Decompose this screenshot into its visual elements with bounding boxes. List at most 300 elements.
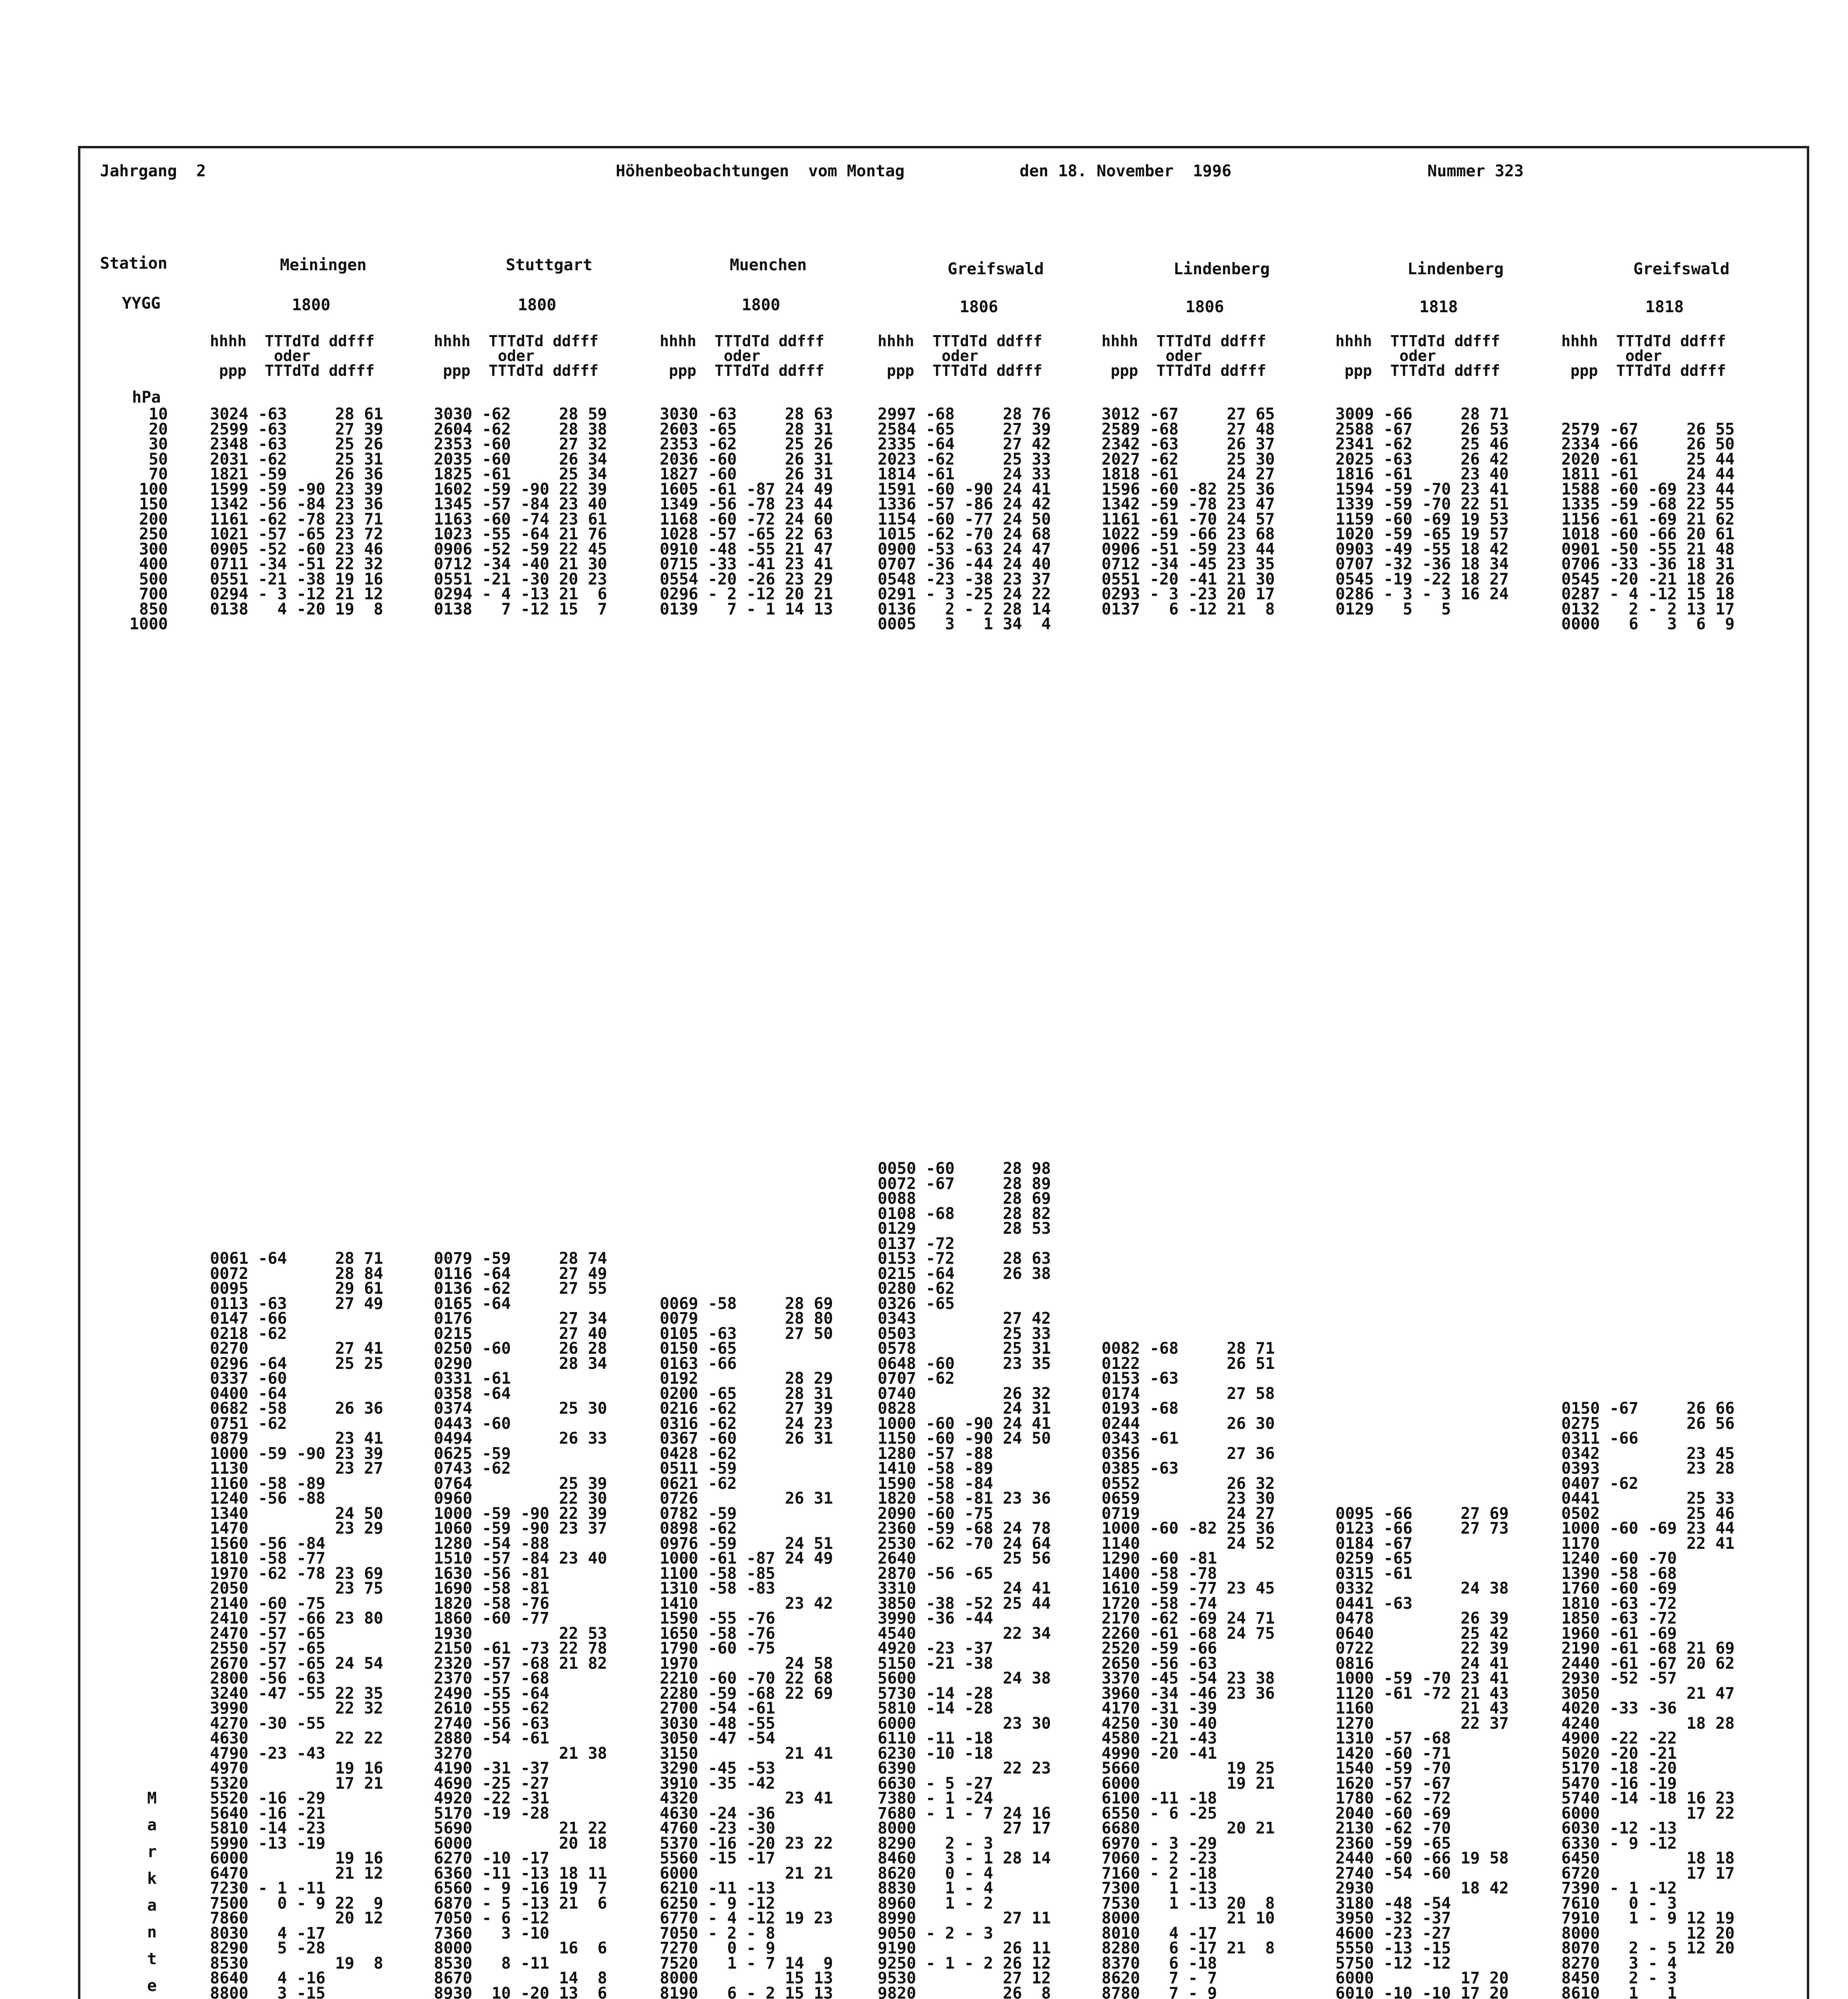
standard-levels — [1561, 407, 1777, 632]
sig-row: 2140 -60 -75 — [210, 1596, 325, 1611]
sig-row: 4600 -23 -27 — [1335, 1926, 1451, 1941]
sig-row: 1160 -58 -89 — [210, 1476, 325, 1491]
sig-row: 1690 -58 -81 — [434, 1581, 549, 1596]
sig-row: 4920 -23 -37 — [878, 1641, 993, 1656]
pressure-level: 70 — [148, 465, 168, 483]
sig-row: 1650 -58 -76 — [660, 1626, 775, 1641]
sig-row: 0659 23 30 — [1102, 1491, 1275, 1506]
sig-row: 0079 28 80 — [660, 1311, 833, 1327]
sig-row: 0174 27 58 — [1102, 1386, 1275, 1401]
sig-row: 6270 -10 -17 — [434, 1851, 549, 1866]
sig-row: 1000 -61 -87 24 49 — [660, 1551, 833, 1566]
level-row: 3009 -66 28 71 — [1335, 407, 1509, 422]
level-row — [1561, 407, 1777, 422]
markante-letter: M — [147, 1789, 157, 1807]
upper-significant-points — [878, 1161, 1094, 1251]
sig-row: 1120 -61 -72 21 43 — [1335, 1686, 1509, 1701]
level-row: 1020 -59 -65 19 57 — [1335, 527, 1509, 542]
sig-row: 2550 -57 -65 — [210, 1641, 325, 1656]
sig-row: 6720 17 17 — [1561, 1866, 1735, 1881]
level-row: 1814 -61 24 33 — [878, 467, 1051, 482]
sig-row — [1335, 1371, 1551, 1387]
sig-row — [1335, 1416, 1551, 1432]
sig-row: 0816 24 41 — [1335, 1656, 1509, 1671]
level-row: 0551 -20 -41 21 30 — [1102, 572, 1275, 587]
level-row: 0000 6 3 6 9 — [1561, 617, 1735, 632]
sig-row: 2670 -57 -65 24 54 — [210, 1656, 383, 1671]
pressure-level: 250 — [139, 525, 168, 543]
sig-row: 8280 6 -17 21 8 — [1102, 1941, 1275, 1956]
column-header-row3: ppp TTTdTd ddfff — [660, 362, 824, 379]
sig-row: 0960 22 30 — [434, 1491, 607, 1506]
sig-row: 7050 - 6 -12 — [434, 1911, 549, 1926]
sig-row: 8610 1 1 — [1561, 1986, 1677, 1999]
sig-row: 1630 -56 -81 — [434, 1566, 549, 1581]
sig-row: 2210 -60 -70 22 68 — [660, 1671, 833, 1686]
sig-row — [1561, 1311, 1777, 1327]
sig-row — [1335, 1267, 1551, 1282]
sig-row: 6100 -11 -18 — [1102, 1791, 1217, 1806]
sig-row: 7520 1 - 7 14 9 — [660, 1956, 833, 1971]
sig-row: 1540 -59 -70 — [1335, 1761, 1451, 1776]
sig-row: 7230 - 1 -11 — [210, 1881, 325, 1896]
level-row: 0136 2 - 2 28 14 — [878, 602, 1051, 617]
level-row: 0715 -33 -41 23 41 — [660, 557, 833, 572]
level-row: 2353 -60 27 32 — [434, 437, 607, 452]
standard-levels — [1102, 407, 1317, 632]
sig-row: 0275 26 56 — [1561, 1416, 1735, 1431]
sig-row: 0050 -60 28 98 — [878, 1161, 1051, 1177]
sig-row — [1335, 1251, 1551, 1267]
sig-row: 4630 -24 -36 — [660, 1806, 775, 1821]
level-row: 0706 -33 -36 18 31 — [1561, 557, 1735, 572]
sig-row: 0428 -62 — [660, 1446, 737, 1461]
level-row: 0712 -34 -40 21 30 — [434, 557, 607, 572]
sig-row: 3990 -36 -44 — [878, 1611, 993, 1626]
sig-row: 1410 -58 -89 — [878, 1461, 993, 1476]
sig-row: 3050 21 47 — [1561, 1686, 1735, 1701]
sig-row: 5740 -14 -18 16 23 — [1561, 1791, 1735, 1806]
sig-row: 2170 -62 -69 24 71 — [1102, 1611, 1275, 1626]
station-time: 1806 — [960, 298, 998, 316]
sig-row — [1335, 1281, 1551, 1297]
sig-row: 0478 26 39 — [1335, 1611, 1509, 1626]
sig-row: 6000 17 20 — [1335, 1971, 1509, 1986]
sig-row — [1102, 1281, 1317, 1297]
significant-points — [434, 1251, 650, 1999]
level-row: 2341 -62 25 46 — [1335, 437, 1509, 452]
pressure-level: 1000 — [129, 615, 168, 633]
level-row: 0132 2 - 2 13 17 — [1561, 602, 1735, 617]
station-time: 1806 — [1185, 298, 1224, 316]
sig-row: 0337 -60 — [210, 1371, 287, 1387]
sig-row: 0296 -64 25 25 — [210, 1356, 383, 1371]
station-name: Stuttgart — [506, 256, 593, 274]
pressure-level: 20 — [148, 420, 168, 439]
level-row: 2353 -62 25 26 — [660, 437, 833, 452]
significant-points — [210, 1251, 426, 1999]
sig-row: 0400 -64 — [210, 1386, 287, 1401]
column-header-row2: oder — [434, 347, 535, 365]
sig-row: 2320 -57 -68 21 82 — [434, 1656, 607, 1671]
level-row: 1811 -61 24 44 — [1561, 467, 1735, 482]
sig-row: 0682 -58 26 36 — [210, 1401, 383, 1416]
sig-row: 2490 -55 -64 — [434, 1686, 549, 1701]
sig-row: 0153 -63 — [1102, 1371, 1179, 1387]
sig-row: 3050 -47 -54 — [660, 1731, 775, 1746]
sig-row — [1102, 1297, 1317, 1312]
sig-row: 0751 -62 — [210, 1416, 287, 1431]
sig-row: 0244 26 30 — [1102, 1416, 1275, 1431]
station-time: 1800 — [292, 296, 331, 314]
sig-row: 1400 -58 -78 — [1102, 1566, 1217, 1581]
sig-row: 1720 -58 -74 — [1102, 1596, 1217, 1611]
sig-row: 0441 -63 — [1335, 1596, 1413, 1611]
level-row: 2579 -67 26 55 — [1561, 422, 1735, 437]
sig-row: 0343 -61 — [1102, 1431, 1179, 1446]
sig-row: 1270 22 37 — [1335, 1716, 1509, 1731]
level-row: 0551 -21 -30 20 23 — [434, 572, 607, 587]
standard-levels — [660, 407, 876, 632]
level-row: 1163 -60 -74 23 61 — [434, 512, 607, 527]
level-row: 2588 -67 26 53 — [1335, 422, 1509, 437]
level-row: 0545 -19 -22 18 27 — [1335, 572, 1509, 587]
sig-row: 2930 -52 -57 — [1561, 1671, 1677, 1686]
sig-row — [1561, 1371, 1777, 1387]
sig-row: 6550 - 6 -25 — [1102, 1806, 1217, 1821]
sig-row: 0153 -72 28 63 — [878, 1251, 1051, 1267]
sig-row: 1860 -60 -77 — [434, 1611, 549, 1626]
sig-row: 8270 3 - 4 — [1561, 1956, 1677, 1971]
sig-row: 3310 24 41 — [878, 1581, 1051, 1596]
sig-row: 9050 - 2 - 3 — [878, 1926, 993, 1941]
level-row: 1023 -55 -64 21 76 — [434, 527, 607, 542]
sig-row: 6470 21 12 — [210, 1866, 383, 1881]
column-header-row2: oder — [210, 347, 311, 365]
column-header-row1: hhhh TTTdTd ddfff — [660, 332, 824, 350]
significant-points — [878, 1251, 1094, 1999]
sig-row: 4760 -23 -30 — [660, 1821, 775, 1836]
column-header-row2: oder — [1102, 347, 1202, 365]
sig-row: 7390 - 1 -12 — [1561, 1881, 1677, 1896]
sig-row: 8010 4 -17 — [1102, 1926, 1217, 1941]
sig-row: 0176 27 34 — [434, 1311, 607, 1327]
sig-row: 7500 0 - 9 22 9 — [210, 1896, 383, 1911]
level-row: 1015 -62 -70 24 68 — [878, 527, 1051, 542]
sig-row: 0311 -66 — [1561, 1431, 1638, 1446]
sig-row — [1561, 1357, 1777, 1372]
sig-row: 2360 -59 -68 24 78 — [878, 1521, 1051, 1536]
sig-row: 4320 23 41 — [660, 1791, 833, 1806]
sig-row: 0082 -68 28 71 — [1102, 1341, 1275, 1357]
sig-row: 0343 27 42 — [878, 1311, 1051, 1327]
level-row: 1018 -60 -66 20 61 — [1561, 527, 1735, 542]
column-header-row2: oder — [1335, 347, 1436, 365]
level-row: 2997 -68 28 76 — [878, 407, 1051, 422]
sig-row: 3910 -35 -42 — [660, 1776, 775, 1791]
markante-punkte-label — [147, 1785, 157, 1999]
sig-row: 0123 -66 27 73 — [1335, 1521, 1509, 1536]
sig-row — [1561, 1387, 1777, 1402]
sig-row: 6000 19 16 — [210, 1851, 383, 1866]
sig-row: 1000 -59 -70 23 41 — [1335, 1671, 1509, 1686]
report-date: den 18. November 1996 — [1020, 162, 1231, 180]
sig-row: 1340 24 50 — [210, 1506, 383, 1521]
level-row: 1335 -59 -68 22 55 — [1561, 497, 1735, 512]
sig-row — [1335, 1311, 1551, 1327]
sig-row: 0511 -59 — [660, 1461, 737, 1476]
sig-row: 7300 1 -13 — [1102, 1881, 1217, 1896]
sig-row: 0095 -66 27 69 — [1335, 1506, 1509, 1521]
sig-row: 8000 15 13 — [660, 1971, 833, 1986]
pressure-level: 100 — [139, 480, 168, 499]
sig-row: 4270 -30 -55 — [210, 1716, 325, 1731]
sig-row: 0280 -62 — [878, 1281, 955, 1297]
sig-row: 4190 -31 -37 — [434, 1761, 549, 1776]
yygg-label: YYGG — [122, 294, 161, 313]
level-row: 3024 -63 28 61 — [210, 407, 383, 422]
sig-row: 3150 21 41 — [660, 1746, 833, 1761]
sig-row: 0407 -62 — [1561, 1476, 1638, 1491]
column-header-row3: ppp TTTdTd ddfff — [1335, 362, 1500, 379]
level-row: 1342 -56 -84 23 36 — [210, 497, 383, 512]
sig-row: 3030 -48 -55 — [660, 1716, 775, 1731]
sig-row: 0116 -64 27 49 — [434, 1266, 607, 1281]
significant-points — [1102, 1251, 1317, 1999]
pressure-level: 50 — [148, 450, 168, 469]
column-header — [660, 334, 824, 378]
pressure-level: 300 — [139, 540, 168, 559]
sig-row: 0250 -60 26 28 — [434, 1341, 607, 1357]
sig-row: 8670 14 8 — [434, 1971, 607, 1986]
sig-row: 0640 25 42 — [1335, 1626, 1509, 1641]
sig-row: 8000 27 17 — [878, 1821, 1051, 1836]
sig-row: 5600 24 38 — [878, 1671, 1051, 1686]
column-header-row3: ppp TTTdTd ddfff — [210, 362, 375, 379]
sig-row: 8620 7 - 7 — [1102, 1971, 1217, 1986]
level-row: 0139 7 - 1 14 13 — [660, 602, 833, 617]
sig-row: 7270 0 - 9 — [660, 1941, 775, 1956]
level-row: 0910 -48 -55 21 47 — [660, 542, 833, 557]
sig-row — [1335, 1446, 1551, 1462]
sig-row: 0393 23 28 — [1561, 1461, 1735, 1476]
sig-row: 8530 19 8 — [210, 1956, 383, 1971]
sig-row: 9530 27 12 — [878, 1971, 1051, 1986]
sig-row: 1160 21 43 — [1335, 1701, 1509, 1716]
level-row: 0707 -36 -44 24 40 — [878, 557, 1051, 572]
sig-row: 0122 26 51 — [1102, 1356, 1275, 1371]
column-header-row1: hhhh TTTdTd ddfff — [1102, 332, 1266, 350]
sig-row: 1000 -60 -82 25 36 — [1102, 1521, 1275, 1536]
sig-row: 1810 -58 -77 — [210, 1551, 325, 1566]
sig-row: 0385 -63 — [1102, 1461, 1179, 1476]
sig-row — [1561, 1251, 1777, 1267]
sig-row: 0163 -66 — [660, 1356, 737, 1371]
sig-row: 0443 -60 — [434, 1416, 511, 1431]
sig-row: 2440 -60 -66 19 58 — [1335, 1851, 1509, 1866]
sig-row: 5640 -16 -21 — [210, 1806, 325, 1821]
level-row: 2027 -62 25 30 — [1102, 452, 1275, 467]
sig-row: 1970 24 58 — [660, 1656, 833, 1671]
sig-row: 6230 -10 -18 — [878, 1746, 993, 1761]
level-row: 0901 -50 -55 21 48 — [1561, 542, 1735, 557]
sig-row: 6450 18 18 — [1561, 1851, 1735, 1866]
sig-row: 0326 -65 — [878, 1296, 955, 1311]
sig-row: 5990 -13 -19 — [210, 1836, 325, 1851]
sig-row: 0342 23 45 — [1561, 1446, 1735, 1461]
level-row: 1596 -60 -82 25 36 — [1102, 482, 1275, 497]
sig-row: 2610 -55 -62 — [434, 1701, 549, 1716]
sig-row: 5320 17 21 — [210, 1776, 383, 1791]
sig-row — [1335, 1387, 1551, 1402]
column-header — [878, 334, 1042, 378]
sig-row: 0150 -67 26 66 — [1561, 1401, 1735, 1416]
sig-row: 5660 19 25 — [1102, 1761, 1275, 1776]
sig-row: 3850 -38 -52 25 44 — [878, 1596, 1051, 1611]
sig-row — [1561, 1267, 1777, 1282]
sig-row — [660, 1281, 876, 1297]
standard-levels — [434, 407, 650, 632]
level-row: 0900 -53 -63 24 47 — [878, 542, 1051, 557]
sig-row: 4250 -30 -40 — [1102, 1716, 1217, 1731]
sig-row: 1610 -59 -77 23 45 — [1102, 1581, 1275, 1596]
sig-row: 6000 19 21 — [1102, 1776, 1275, 1791]
sig-row: 9820 26 8 — [878, 1986, 1051, 1999]
station-name: Lindenberg — [1173, 260, 1270, 278]
level-row: 1156 -61 -69 21 62 — [1561, 512, 1735, 527]
sig-row — [1335, 1431, 1551, 1446]
significant-points — [1561, 1251, 1777, 1999]
sig-row: 1810 -63 -72 — [1561, 1596, 1677, 1611]
sig-row: 1000 -59 -90 22 39 — [434, 1506, 607, 1521]
sig-row: 0503 25 33 — [878, 1326, 1051, 1341]
standard-levels — [1335, 407, 1551, 632]
sig-row: 0332 24 38 — [1335, 1581, 1509, 1596]
sig-row: 1130 23 27 — [210, 1461, 383, 1476]
sig-row: 7680 - 1 - 7 24 16 — [878, 1806, 1051, 1821]
level-row: 0129 5 5 — [1335, 602, 1451, 617]
level-row: 0903 -49 -55 18 42 — [1335, 542, 1509, 557]
level-row: 1336 -57 -86 24 42 — [878, 497, 1051, 512]
sig-row: 4630 22 22 — [210, 1731, 383, 1746]
sig-row: 0743 -62 — [434, 1461, 511, 1476]
sig-row: 8030 4 -17 — [210, 1926, 325, 1941]
sig-row: 0215 27 40 — [434, 1326, 607, 1341]
sig-row: 0879 23 41 — [210, 1431, 383, 1446]
sig-row: 5810 -14 -28 — [878, 1701, 993, 1716]
sig-row: 2370 -57 -68 — [434, 1671, 549, 1686]
sig-row: 0150 -65 — [660, 1341, 737, 1357]
pressure-level-list — [100, 407, 168, 632]
sig-row: 5170 -18 -20 — [1561, 1761, 1677, 1776]
sig-row: 8640 4 -16 — [210, 1971, 325, 1986]
level-row: 2342 -63 26 37 — [1102, 437, 1275, 452]
level-row: 0296 - 2 -12 20 21 — [660, 587, 833, 602]
markante-letter: a — [147, 1896, 157, 1915]
sig-row: 5810 -14 -23 — [210, 1821, 325, 1836]
pressure-level: 500 — [139, 570, 168, 589]
sig-row: 1760 -60 -69 — [1561, 1581, 1677, 1596]
sig-row: 2040 -60 -69 — [1335, 1806, 1451, 1821]
sig-row: 5750 -12 -12 — [1335, 1956, 1451, 1971]
sig-row — [1102, 1267, 1317, 1282]
sig-row — [1561, 1341, 1777, 1357]
sig-row: 4900 -22 -22 — [1561, 1731, 1677, 1746]
sig-row: 0108 -68 28 82 — [878, 1206, 1051, 1221]
sig-row: 4170 -31 -39 — [1102, 1701, 1217, 1716]
level-row: 1605 -61 -87 24 49 — [660, 482, 833, 497]
column-header-row1: hhhh TTTdTd ddfff — [1335, 332, 1500, 350]
sig-row: 0331 -61 — [434, 1371, 511, 1387]
level-row: 1594 -59 -70 23 41 — [1335, 482, 1509, 497]
station-name: Muenchen — [730, 256, 807, 274]
level-row: 0551 -21 -38 19 16 — [210, 572, 383, 587]
sig-row: 2650 -56 -63 — [1102, 1656, 1217, 1671]
station-label: Station — [100, 254, 168, 273]
sig-row: 2150 -61 -73 22 78 — [434, 1641, 607, 1656]
sig-row: 0095 29 61 — [210, 1281, 383, 1297]
level-row: 0707 -32 -36 18 34 — [1335, 557, 1509, 572]
sig-row: 5170 -19 -28 — [434, 1806, 549, 1821]
level-row: 1028 -57 -65 22 63 — [660, 527, 833, 542]
level-row: 2584 -65 27 39 — [878, 422, 1051, 437]
markante-letter: r — [147, 1843, 157, 1861]
column-header-row1: hhhh TTTdTd ddfff — [878, 332, 1042, 350]
sig-row: 2260 -61 -68 24 75 — [1102, 1626, 1275, 1641]
sig-row — [1335, 1357, 1551, 1372]
level-row — [210, 617, 426, 632]
sig-row: 0976 -59 24 51 — [660, 1536, 833, 1551]
sig-row — [1335, 1476, 1551, 1492]
sig-row: 7160 - 2 -18 — [1102, 1866, 1217, 1881]
column-header-row1: hhhh TTTdTd ddfff — [1561, 332, 1726, 350]
sig-row: 6680 20 21 — [1102, 1821, 1275, 1836]
sig-row: 0215 -64 26 38 — [878, 1266, 1051, 1281]
sig-row: 2360 -59 -65 — [1335, 1836, 1451, 1851]
sig-row: 9190 26 11 — [878, 1941, 1051, 1956]
level-row: 2031 -62 25 31 — [210, 452, 383, 467]
level-row: 2604 -62 28 38 — [434, 422, 607, 437]
level-row: 3030 -63 28 63 — [660, 407, 833, 422]
sig-row: 1960 -61 -69 — [1561, 1626, 1677, 1641]
level-row: 0906 -52 -59 22 45 — [434, 542, 607, 557]
markante-letter: t — [147, 1950, 157, 1968]
sig-row: 8530 8 -11 — [434, 1956, 549, 1971]
level-row: 1825 -61 25 34 — [434, 467, 607, 482]
jahrgang-label: Jahrgang 2 — [100, 162, 206, 180]
sig-row: 8460 3 - 1 28 14 — [878, 1851, 1051, 1866]
sig-row: 0061 -64 28 71 — [210, 1251, 383, 1267]
sig-row: 6390 22 23 — [878, 1761, 1051, 1776]
sig-row — [1335, 1341, 1551, 1357]
sig-row: 1510 -57 -84 23 40 — [434, 1551, 607, 1566]
hpa-label: hPa — [132, 388, 161, 407]
sig-row: 5690 21 22 — [434, 1821, 607, 1836]
sig-row: 1000 -59 -90 23 39 — [210, 1446, 383, 1461]
level-row: 1827 -60 26 31 — [660, 467, 833, 482]
station-time: 1818 — [1645, 298, 1684, 316]
sig-row: 6630 - 5 -27 — [878, 1776, 993, 1791]
sig-row: 1280 -54 -88 — [434, 1536, 549, 1551]
level-row: 3012 -67 27 65 — [1102, 407, 1275, 422]
level-row — [660, 617, 876, 632]
sig-row: 0726 26 31 — [660, 1491, 833, 1506]
column-header — [1561, 334, 1726, 378]
sig-row: 5020 -20 -21 — [1561, 1746, 1677, 1761]
level-row: 0554 -20 -26 23 29 — [660, 572, 833, 587]
column-header-row2: oder — [660, 347, 760, 365]
sig-row: 0552 26 32 — [1102, 1476, 1275, 1491]
